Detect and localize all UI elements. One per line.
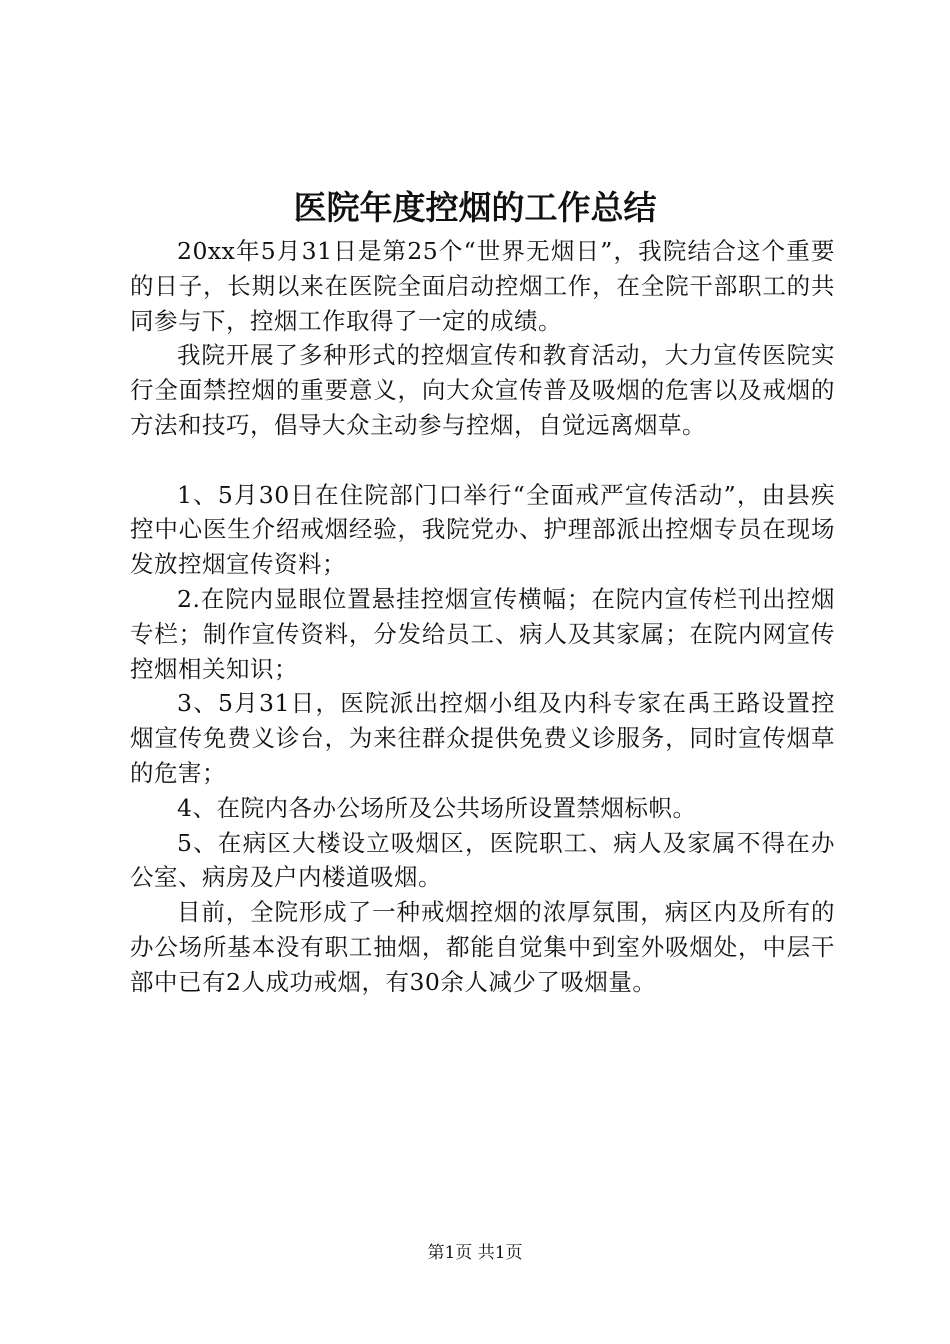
paragraph-item-2: 2.在院内显眼位置悬挂控烟宣传横幅；在院内宣传栏刊出控烟专栏；制作宣传资料，分发给员工、病人及其家属；在院内网宣传控烟相关知识； <box>130 584 835 683</box>
paragraph-conclusion: 目前，全院形成了一种戒烟控烟的浓厚氛围，病区内及所有的办公场所基本没有职工抽烟，都能自觉集中到室外吸烟处，中层干部中已有2人成功戒烟，有30余人减少了吸烟量。 <box>130 898 835 996</box>
paragraph-activities: 我院开展了多种形式的控烟宣传和教育活动，大力宣传医院实行全面禁控烟的重要意义，向大众宣传普及吸烟的危害以及戒烟的方法和技巧，倡导大众主动参与控烟，自觉远离烟草。 <box>130 341 835 439</box>
paragraph-intro: 20xx年5月31日是第25个“世界无烟日”，我院结合这个重要的日子，长期以来在医院全面启动控烟工作，在全院干部职工的共同参与下，控烟工作取得了一定的成绩。 <box>130 237 835 335</box>
paragraph-item-3: 3、5月31日，医院派出控烟小组及内科专家在禹王路设置控烟宣传免费义诊台，为来往群众提供免费义诊服务，同时宣传烟草的危害； <box>130 689 835 787</box>
paragraph-item-4: 4、在院内各办公场所及公共场所设置禁烟标帜。 <box>177 793 697 822</box>
document-title: 医院年度控烟的工作总结 <box>293 188 657 227</box>
page-number-footer: 第1页 共1页 <box>427 1243 523 1263</box>
document-body <box>130 234 835 1000</box>
paragraph-item-1: 1、5月30日在住院部门口举行“全面戒严宣传活动”，由县疾控中心医生介绍戒烟经验，我院党办、护理部派出控烟专员在现场发放控烟宣传资料； <box>130 480 835 579</box>
paragraph-item-5: 5、在病区大楼设立吸烟区，医院职工、病人及家属不得在办公室、病房及户内楼道吸烟。 <box>130 828 835 892</box>
